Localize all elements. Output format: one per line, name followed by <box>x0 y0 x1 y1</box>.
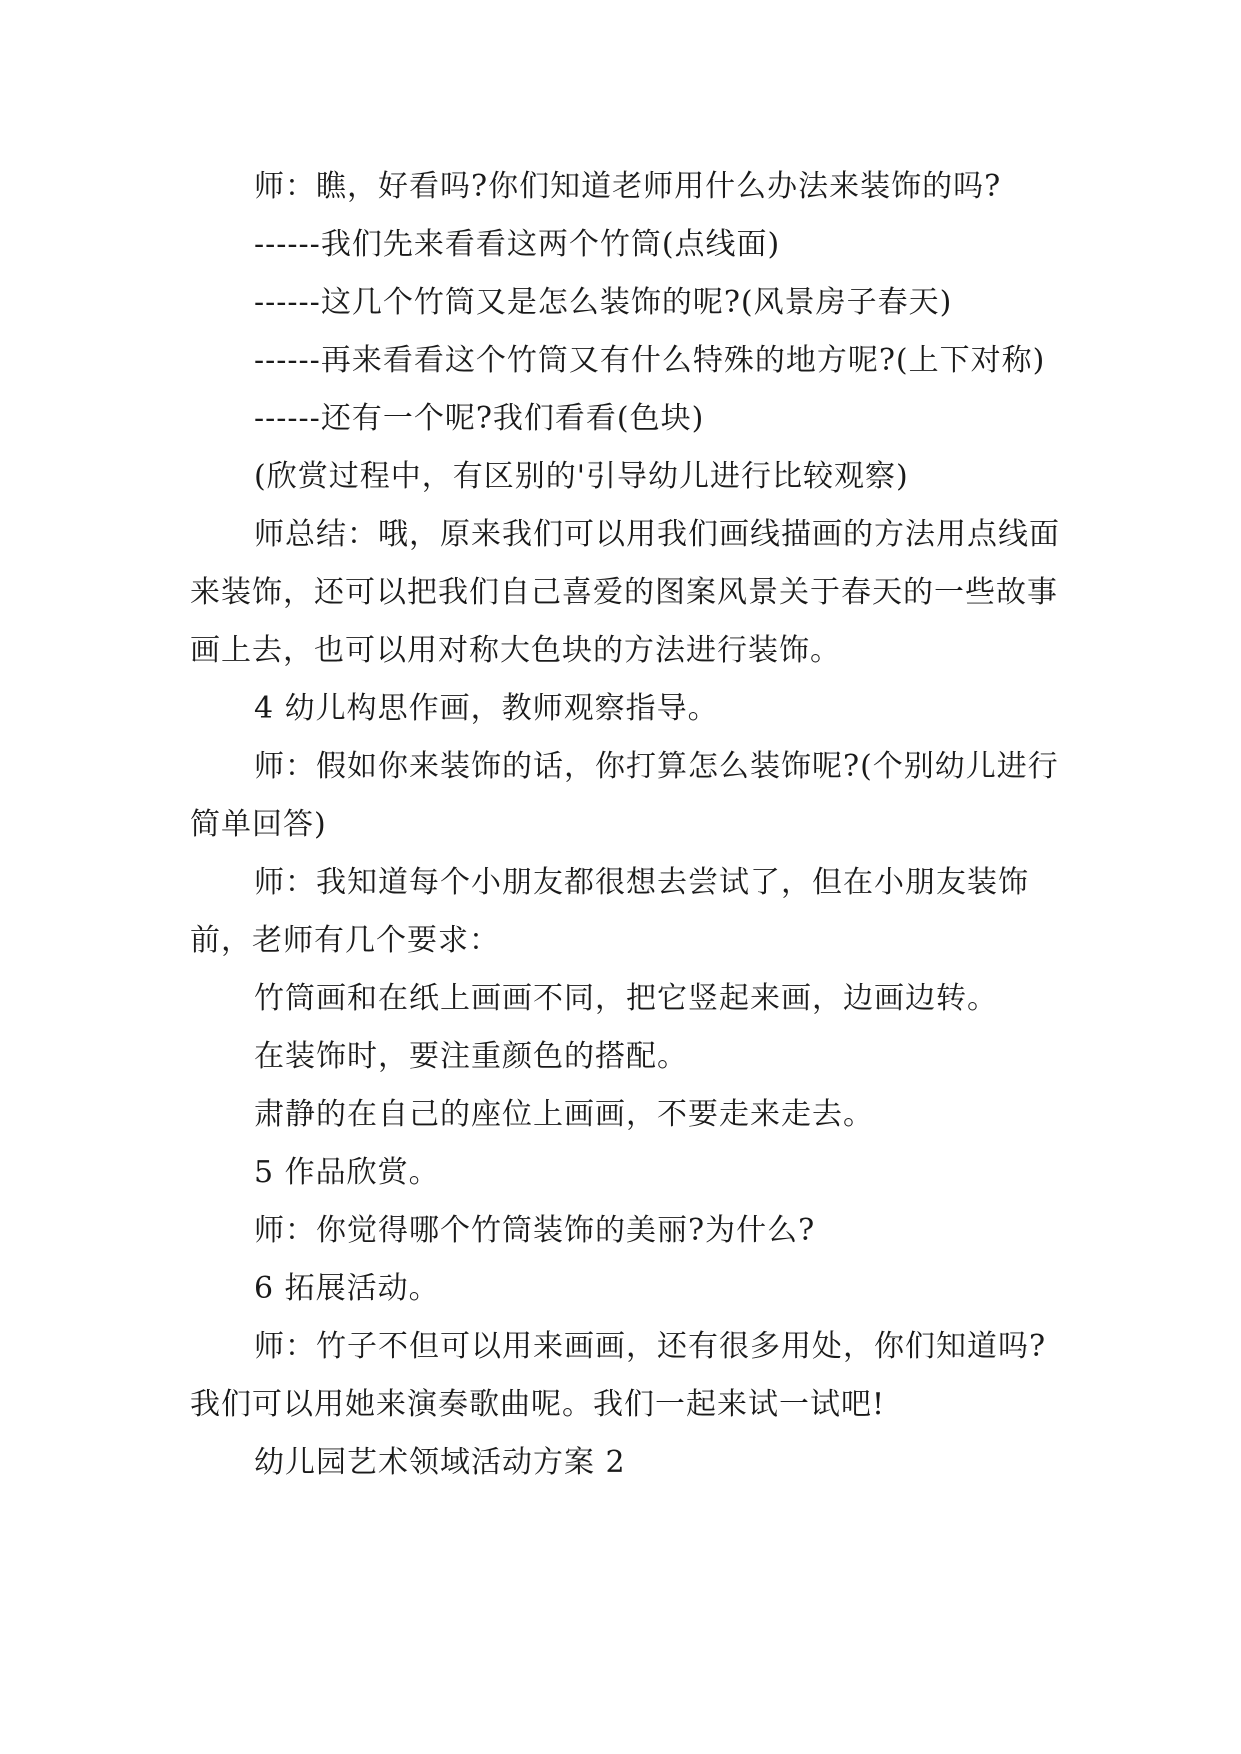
document-body <box>190 158 1060 1492</box>
paragraph: 师：你觉得哪个竹筒装饰的美丽?为什么? <box>254 1213 816 1248</box>
paragraph: 师：我知道每个小朋友都很想去尝试了，但在小朋友装饰前，老师有几个要求： <box>190 865 1029 958</box>
paragraph: ------我们先来看看这两个竹筒(点线面) <box>254 227 781 262</box>
paragraph: 师：假如你来装饰的话，你打算怎么装饰呢?(个别幼儿进行简单回答) <box>190 749 1059 842</box>
paragraph: (欣赏过程中，有区别的'引导幼儿进行比较观察) <box>254 459 909 494</box>
paragraph: 师：瞧，好看吗?你们知道老师用什么办法来装饰的吗? <box>254 169 1002 204</box>
paragraph: 4 幼儿构思作画，教师观察指导。 <box>254 691 719 726</box>
paragraph: 师总结：哦，原来我们可以用我们画线描画的方法用点线面来装饰，还可以把我们自己喜爱的图案风景关于春天的一些故事画上去，也可以用对称大色块的方法进行装饰。 <box>190 517 1060 668</box>
paragraph: 5 作品欣赏。 <box>254 1155 440 1190</box>
paragraph: ------这几个竹筒又是怎么装饰的呢?(风景房子春天) <box>254 285 953 320</box>
paragraph: ------还有一个呢?我们看看(色块) <box>254 401 705 436</box>
paragraph: 师：竹子不但可以用来画画，还有很多用处，你们知道吗?我们可以用她来演奏歌曲呢。我们一起来试一试吧! <box>190 1329 1047 1422</box>
paragraph: ------再来看看这个竹筒又有什么特殊的地方呢?(上下对称) <box>254 343 1046 378</box>
paragraph: 肃静的在自己的座位上画画，不要走来走去。 <box>254 1097 874 1132</box>
paragraph: 6 拓展活动。 <box>254 1271 440 1306</box>
section-heading: 幼儿园艺术领域活动方案 2 <box>254 1445 626 1480</box>
paragraph: 竹筒画和在纸上画画不同，把它竖起来画，边画边转。 <box>254 981 998 1016</box>
paragraph: 在装饰时，要注重颜色的搭配。 <box>254 1039 688 1074</box>
